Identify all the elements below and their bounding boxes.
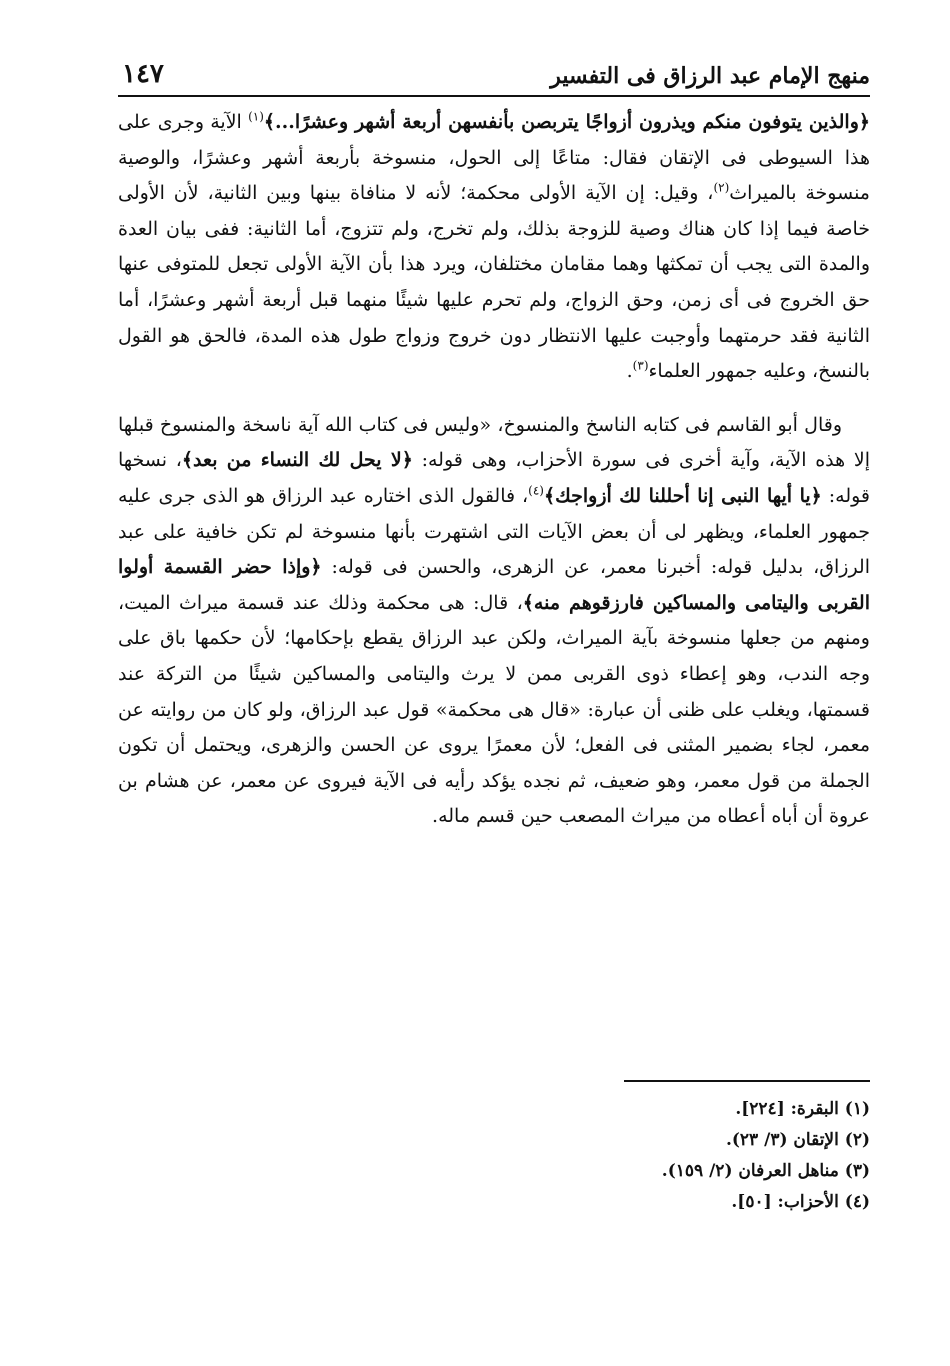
footnote-2: (٢) الإتقان (٣/ ٢٣). bbox=[725, 1130, 870, 1150]
paragraph-1 bbox=[118, 105, 870, 390]
paragraph-2 bbox=[118, 408, 870, 835]
paragraph-text: ، نسخها قوله: bbox=[118, 449, 870, 507]
footnote-3: (٣) مناهل العرفان (٢/ ١٥٩). bbox=[661, 1161, 870, 1181]
paragraph-text: . bbox=[626, 360, 633, 383]
paragraph-text: وقال أبو القاسم فى كتابه الناسخ والمنسوخ، «وليس فى كتاب الله آية ناسخة والمنسوخ قبلها إلا هذه الآية، وآية أخرى فى سورة الأحزاب، وهى قوله: bbox=[118, 413, 871, 472]
footnote-ref-3[interactable]: (٣) bbox=[632, 358, 649, 373]
main-text bbox=[118, 105, 870, 835]
footnote-ref-2[interactable]: (٢) bbox=[713, 180, 730, 195]
page-number: ١٤٧ bbox=[122, 59, 164, 89]
quran-verse: ﴿والذين يتوفون منكم ويذرون أزواجًا يتربصن بأنفسهن أربعة أشهر وعشرًا...﴾ bbox=[263, 111, 871, 133]
footnotes bbox=[118, 1080, 870, 1218]
paragraph-text: ، فالقول الذى اختاره عبد الرزاق هو الذى جرى عليه جمهور العلماء، ويظهر لى أن بعض الآيات التى اشتهرت بأنها منسوخة لم تكن خافية على عبد الرزاق، بدليل قوله: أخبرنا معمر، عن الزهرى، والحسن فى قوله: bbox=[118, 484, 870, 579]
footnote-ref-1[interactable]: (١) bbox=[248, 109, 264, 124]
paragraph-text: الآية وجرى على هذا السيوطى فى الإتقان فقال: متاعًا إلى الحول، منسوخة بأربعة أشهر وعشرًا، والوصية منسوخة بالميراث bbox=[118, 111, 870, 205]
footnote-1: (١) البقرة: [٢٢٤]. bbox=[735, 1099, 870, 1119]
footnote-divider bbox=[624, 1080, 870, 1082]
paragraph-text: ، قال: هى محكمة وذلك عند قسمة ميراث الميت، ومنهم من جعلها منسوخة بآية الميراث، ولكن عبد الرزاق يقطع بإحكامها؛ لأن حكمها باق على وجه الندب، وهو إعطاء ذوى القربى ممن لا يرث واليتامى والمساكين شيئًا من التركة عند قسمتها، ويغلب على ظنى أن عبارة: «قال هى محكمة» قول عبد الرزاق، ولو كان من روايته عن معمر، لجاء بضمير المثنى فى الفعل؛ لأن معمرًا يروى عن الحسن والزهرى، ويحتمل أن تكون الجملة من قول معمر، وهو ضعيف، ثم نجده يؤكد رأيه فى الآية فيروى عن معمر، عن هشام بن عروة أن أباه أعطاه من ميراث المصعب حين قسم ماله. bbox=[118, 591, 870, 828]
quran-verse: ﴿يا أيها النبى إنا أحللنا لك أزواجك﴾ bbox=[543, 484, 822, 507]
footnote-4: (٤) الأحزاب: [٥٠]. bbox=[731, 1192, 870, 1212]
quran-verse: ﴿لا يحل لك النساء من بعد﴾ bbox=[181, 449, 413, 472]
quran-verse: ﴿وإذا حضر القسمة أولوا القربى واليتامى والمساكين فارزقوهم منه﴾ bbox=[118, 556, 870, 614]
book-page bbox=[118, 55, 870, 1345]
page-header bbox=[118, 55, 870, 97]
footnote-ref-4[interactable]: (٤) bbox=[528, 483, 544, 498]
paragraph-text: ، وقيل: إن الآية الأولى محكمة؛ لأنه لا منافاة بينها وبين الثانية، لأن الأولى خاصة فيما إذا كان هناك وصية للزوجة بذلك، ولم تخرج، ولم تتزوج، أما الثانية: ففى بيان العدة والمدة التى يجب أن تمكثها وهما مقامان مختلفان، ويرد هذا بأن الآية الأولى تجعل للمتوفى عنها حق الخروج فى أى زمن، وحق الزواج، ولم تحرم عليها شيئًا منهما قبل أربعة أشهر وعشرًا، أما الثانية فقد حرمتهما وأوجبت عليها الانتظار دون خروج وزواج طول هذه المدة، فالحق هو القول بالنسخ، وعليه جمهور العلماء bbox=[118, 182, 870, 383]
running-title: منهج الإمام عبد الرزاق فى التفسير bbox=[550, 63, 870, 89]
